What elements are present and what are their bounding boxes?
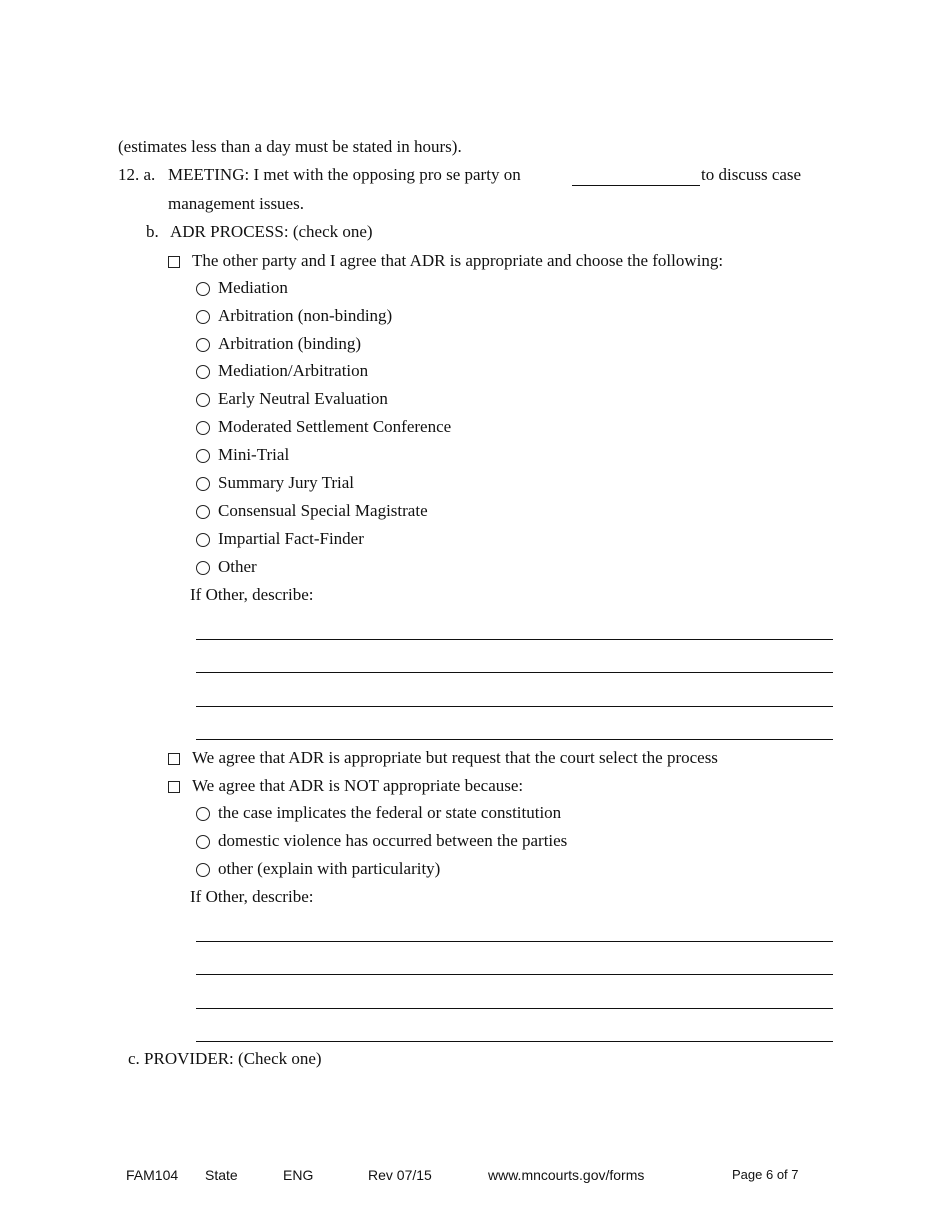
- radio-reason-constitution[interactable]: [196, 807, 210, 821]
- adr-heading: ADR PROCESS: (check one): [170, 222, 373, 241]
- describe-line-4[interactable]: [196, 739, 833, 740]
- radio-reason-constitution-label: the case implicates the federal or state constitution: [218, 803, 562, 822]
- radio-mediation-arbitration[interactable]: [196, 365, 210, 379]
- radio-consensual-special-magistrate-label: Consensual Special Magistrate: [218, 501, 428, 520]
- meeting-label-continued: management issues.: [168, 194, 304, 213]
- radio-arbitration-binding-label: Arbitration (binding): [218, 334, 362, 353]
- radio-mediation[interactable]: [196, 282, 210, 296]
- describe-line-8[interactable]: [196, 1041, 833, 1042]
- radio-mini-trial[interactable]: [196, 449, 210, 463]
- radio-moderated-settlement[interactable]: [196, 421, 210, 435]
- other-describe-label-1: If Other, describe:: [190, 585, 314, 604]
- footer-website: www.mncourts.gov/forms: [488, 1167, 645, 1183]
- radio-summary-jury-trial[interactable]: [196, 477, 210, 491]
- footer-language: ENG: [283, 1167, 314, 1183]
- radio-mini-trial-label: Mini-Trial: [218, 445, 290, 464]
- adr-not-appropriate-checkbox[interactable]: [168, 781, 180, 793]
- describe-line-2[interactable]: [196, 672, 833, 673]
- radio-early-neutral-evaluation-label: Early Neutral Evaluation: [218, 389, 388, 408]
- radio-arbitration-nonbinding[interactable]: [196, 310, 210, 324]
- adr-agree-choose-label: The other party and I agree that ADR is appropriate and choose the following:: [192, 251, 724, 270]
- radio-other-process[interactable]: [196, 561, 210, 575]
- describe-line-5[interactable]: [196, 941, 833, 942]
- adr-court-select-label: We agree that ADR is appropriate but request that the court select the process: [192, 748, 718, 767]
- radio-reason-domestic-violence-label: domestic violence has occurred between the parties: [218, 831, 568, 850]
- radio-mediation-label: Mediation: [218, 278, 288, 297]
- radio-summary-jury-trial-label: Summary Jury Trial: [218, 473, 355, 492]
- estimate-note: (estimates less than a day must be stated in hours).: [118, 137, 462, 156]
- radio-impartial-fact-finder-label: Impartial Fact-Finder: [218, 529, 364, 548]
- radio-impartial-fact-finder[interactable]: [196, 533, 210, 547]
- radio-reason-other[interactable]: [196, 863, 210, 877]
- meeting-label: MEETING: I met with the opposing pro se party on: [168, 165, 521, 184]
- adr-court-select-checkbox[interactable]: [168, 753, 180, 765]
- other-describe-label-2: If Other, describe:: [190, 887, 314, 906]
- radio-other-process-label: Other: [218, 557, 257, 576]
- radio-consensual-special-magistrate[interactable]: [196, 505, 210, 519]
- describe-line-3[interactable]: [196, 706, 833, 707]
- radio-moderated-settlement-label: Moderated Settlement Conference: [218, 417, 452, 436]
- meeting-label-tail: to discuss case: [701, 165, 802, 184]
- radio-arbitration-nonbinding-label: Arbitration (non-binding): [218, 306, 393, 325]
- radio-reason-domestic-violence[interactable]: [196, 835, 210, 849]
- footer-page-number: Page 6 of 7: [732, 1167, 799, 1182]
- describe-line-6[interactable]: [196, 974, 833, 975]
- adr-agree-choose-checkbox[interactable]: [168, 256, 180, 268]
- footer-jurisdiction: State: [205, 1167, 238, 1183]
- item-12a-number: 12. a.: [118, 165, 156, 184]
- radio-early-neutral-evaluation[interactable]: [196, 393, 210, 407]
- provider-heading: c. PROVIDER: (Check one): [128, 1049, 322, 1068]
- radio-mediation-arbitration-label: Mediation/Arbitration: [218, 361, 369, 380]
- radio-arbitration-binding[interactable]: [196, 338, 210, 352]
- describe-line-1[interactable]: [196, 639, 833, 640]
- footer-form-id: FAM104: [126, 1167, 179, 1183]
- describe-line-7[interactable]: [196, 1008, 833, 1009]
- footer-revision: Rev 07/15: [368, 1167, 432, 1183]
- meeting-date-field[interactable]: [572, 165, 700, 186]
- adr-letter: b.: [146, 222, 159, 241]
- radio-reason-other-label: other (explain with particularity): [218, 859, 441, 878]
- adr-not-appropriate-label: We agree that ADR is NOT appropriate because:: [192, 776, 524, 795]
